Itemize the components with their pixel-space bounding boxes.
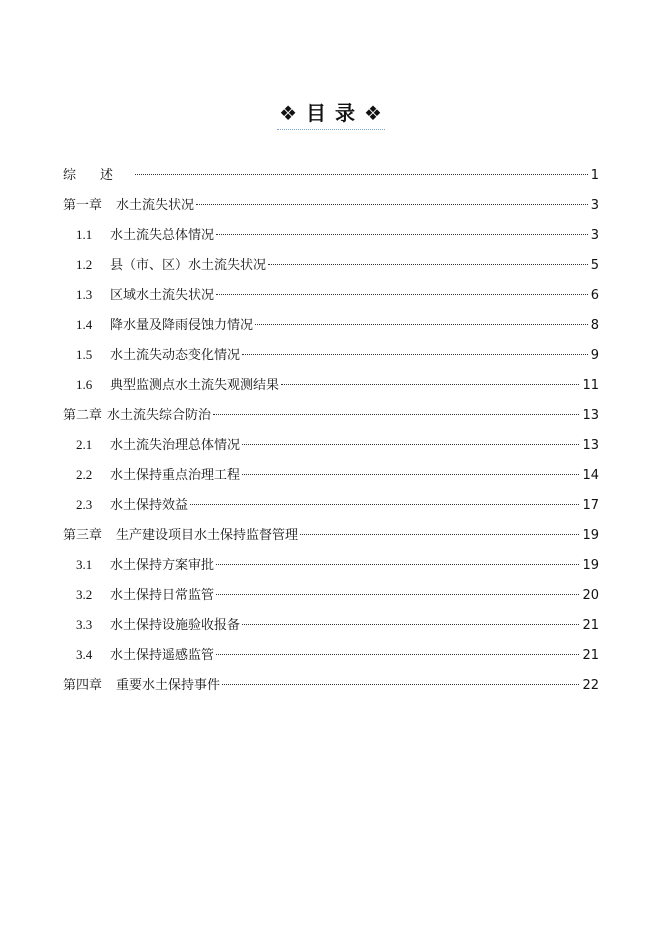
toc-entry-label: 水土保持效益: [110, 498, 189, 513]
toc-entry-page: 19: [582, 528, 599, 543]
toc-entry-page: 11: [582, 378, 599, 393]
toc-entry-page: 21: [582, 618, 599, 633]
toc-entry-chapter-1[interactable]: [63, 190, 599, 220]
toc-entry-1-2[interactable]: [63, 250, 599, 280]
dot-leader: [216, 564, 579, 565]
toc-entry-page: 22: [582, 678, 599, 693]
toc-entry-label: 水土保持重点治理工程: [110, 468, 241, 483]
dot-leader: [216, 294, 588, 295]
dot-leader: [216, 654, 579, 655]
toc-entry-number: 2.2: [76, 467, 93, 482]
toc-entry-number: 1.6: [76, 377, 93, 392]
toc-entry-page: 1: [590, 168, 599, 183]
dot-leader: [242, 354, 588, 355]
toc-entry-3-4[interactable]: [63, 640, 599, 670]
toc-entry-page: 3: [590, 198, 599, 213]
toc-entry-2-2[interactable]: [63, 460, 599, 490]
toc-entry-3-3[interactable]: [63, 610, 599, 640]
toc-entry-label: 水土流失治理总体情况: [110, 438, 241, 453]
toc-entry-page: 8: [590, 318, 599, 333]
toc-entry-number: 3.4: [76, 647, 93, 662]
toc-entry-number: 1.3: [76, 287, 93, 302]
toc-entry-1-1[interactable]: [63, 220, 599, 250]
toc-entry-page: 3: [590, 228, 599, 243]
dot-leader: [196, 204, 588, 205]
toc-entry-1-6[interactable]: [63, 370, 599, 400]
toc-entry-overview[interactable]: [63, 160, 599, 190]
dot-leader: [216, 234, 588, 235]
dot-leader: [281, 384, 579, 385]
toc-entry-1-5[interactable]: [63, 340, 599, 370]
toc-entry-number: 2.3: [76, 497, 93, 512]
dot-leader: [190, 504, 579, 505]
toc-entry-label: 水土流失动态变化情况: [110, 348, 241, 363]
toc-entry-number: 第一章: [63, 197, 103, 212]
toc-entry-number: 2.1: [76, 437, 93, 452]
toc-entry-page: 6: [590, 288, 599, 303]
dot-leader: [268, 264, 588, 265]
toc-entry-label: 水土流失总体情况: [110, 228, 215, 243]
toc-entry-3-1[interactable]: [63, 550, 599, 580]
toc-entry-label: 区域水土流失状况: [110, 288, 215, 303]
toc-entry-number: 第二章: [63, 407, 103, 422]
toc-entry-number: 1.1: [76, 227, 93, 242]
dot-leader: [222, 684, 579, 685]
toc-entry-number: 3.3: [76, 617, 93, 632]
toc-entry-page: 17: [582, 498, 599, 513]
toc-entry-chapter-3[interactable]: [63, 520, 599, 550]
toc-entry-label: 水土流失综合防治: [107, 408, 212, 423]
dot-leader: [135, 174, 588, 175]
dot-leader: [300, 534, 579, 535]
toc-entry-number: 第三章: [63, 527, 103, 542]
toc-entry-label: 典型监测点水土流失观测结果: [110, 378, 280, 393]
toc-entry-page: 13: [582, 408, 599, 423]
toc-entry-1-3[interactable]: [63, 280, 599, 310]
toc-entry-number: 3.1: [76, 557, 93, 572]
toc-entry-label: 水土保持方案审批: [110, 558, 215, 573]
toc-title-text: ❖ 目 录 ❖: [277, 98, 385, 130]
toc-entry-label: 降水量及降雨侵蚀力情况: [110, 318, 254, 333]
dot-leader: [213, 414, 579, 415]
toc-title: [0, 98, 662, 130]
dot-leader: [242, 444, 579, 445]
dot-leader: [242, 474, 579, 475]
toc-entry-label: 水土流失状况: [116, 198, 195, 213]
toc-entry-page: 19: [582, 558, 599, 573]
toc-entry-page: 9: [590, 348, 599, 363]
toc-entry-page: 13: [582, 438, 599, 453]
toc-entry-label: 水土保持日常监管: [110, 588, 215, 603]
toc-entry-chapter-2[interactable]: [63, 400, 599, 430]
toc-entry-page: 14: [582, 468, 599, 483]
toc-entry-label: 水土保持遥感监管: [110, 648, 215, 663]
toc-entry-2-1[interactable]: [63, 430, 599, 460]
toc-entry-3-2[interactable]: [63, 580, 599, 610]
toc-entry-number: 1.4: [76, 317, 93, 332]
toc-entry-page: 21: [582, 648, 599, 663]
toc-entry-number: 1.2: [76, 257, 93, 272]
toc-entry-chapter-4[interactable]: [63, 670, 599, 700]
toc-entry-label: 生产建设项目水土保持监督管理: [116, 528, 299, 543]
toc-entry-page: 20: [582, 588, 599, 603]
toc-entry-label: 重要水土保持事件: [116, 678, 221, 693]
toc-entry-page: 5: [590, 258, 599, 273]
toc-entry-number: 综述: [63, 167, 138, 182]
toc-entry-2-3[interactable]: [63, 490, 599, 520]
toc-entry-number: 第四章: [63, 677, 103, 692]
dot-leader: [242, 624, 579, 625]
table-of-contents: [63, 160, 599, 700]
dot-leader: [255, 324, 588, 325]
toc-entry-1-4[interactable]: [63, 310, 599, 340]
toc-entry-number: 3.2: [76, 587, 93, 602]
dot-leader: [216, 594, 579, 595]
toc-entry-label: 县（市、区）水土流失状况: [110, 258, 267, 273]
toc-entry-number: 1.5: [76, 347, 93, 362]
toc-entry-label: 水土保持设施验收报备: [110, 618, 241, 633]
